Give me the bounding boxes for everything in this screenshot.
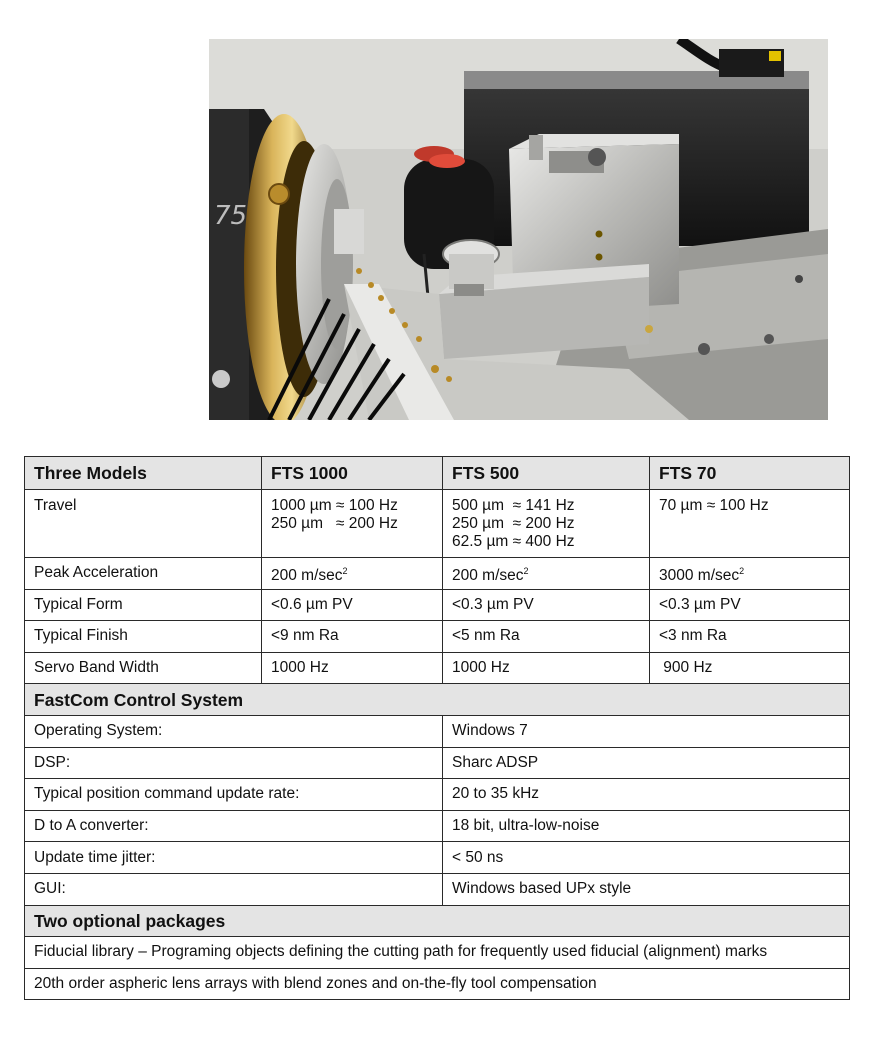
section-header-row [25,684,850,716]
cell-line: 1000 µm ≈ 100 Hz [271,497,398,514]
cell-value: Sharc ADSP [443,747,850,779]
row-label: Typical position command update rate: [25,779,443,811]
row-label: GUI: [25,873,443,905]
cell-value [443,490,650,558]
table-row [25,968,850,1000]
svg-text:75: 75 [214,201,248,231]
cell-value [262,558,443,590]
cell-value: 18 bit, ultra-low-noise [443,810,850,842]
table-row [25,810,850,842]
header-cell: FTS 1000 [262,457,443,490]
cell-value: Windows 7 [443,715,850,747]
table-row [25,873,850,905]
cell-value: <3 nm Ra [650,621,850,653]
cell-value: <9 nm Ra [262,621,443,653]
machine-photo [209,39,828,420]
cell-value [443,558,650,590]
cell-line: 62.5 µm ≈ 400 Hz [452,533,575,550]
row-label: Operating System: [25,715,443,747]
table-header-row [25,457,850,490]
header-cell: FTS 70 [650,457,850,490]
table-row [25,490,850,558]
superscript: 2 [523,565,529,576]
row-label: Typical Form [25,589,262,621]
row-label: Servo Band Width [25,652,262,684]
package-item: Fiducial library – Programing objects defining the cutting path for frequently used fiducial (alignment) marks [25,937,850,969]
cell-value: <0.3 µm PV [650,589,850,621]
cell-line: 250 µm ≈ 200 Hz [452,515,575,532]
row-label: DSP: [25,747,443,779]
row-label: Update time jitter: [25,842,443,874]
cell-value [262,490,443,558]
section-header-row [25,905,850,937]
cell-value [650,490,850,558]
table-row [25,589,850,621]
cell-value: < 50 ns [443,842,850,874]
table-row [25,842,850,874]
cell-value [650,558,850,590]
cell-line: 250 µm ≈ 200 Hz [271,515,398,532]
cell-value: Windows based UPx style [443,873,850,905]
superscript: 2 [739,565,745,576]
cell-value: <0.3 µm PV [443,589,650,621]
spec-table [24,456,850,1000]
table-row [25,621,850,653]
table-row [25,715,850,747]
section-title: FastCom Control System [25,684,850,716]
header-cell: Three Models [25,457,262,490]
cell-value: 20 to 35 kHz [443,779,850,811]
section-title: Two optional packages [25,905,850,937]
table-row [25,558,850,590]
header-cell: FTS 500 [443,457,650,490]
cell-value: 1000 Hz [262,652,443,684]
cell-text: 200 m/sec [452,566,524,584]
cell-text: 3000 m/sec [659,566,740,584]
superscript: 2 [342,565,348,576]
cell-value: 1000 Hz [443,652,650,684]
row-label: D to A converter: [25,810,443,842]
package-item: 20th order aspheric lens arrays with blend zones and on-the-fly tool compensation [25,968,850,1000]
cell-value: <5 nm Ra [443,621,650,653]
cell-value: <0.6 µm PV [262,589,443,621]
cell-line: 70 µm ≈ 100 Hz [659,497,769,514]
table-row [25,652,850,684]
row-label: Peak Acceleration [25,558,262,590]
table-row [25,937,850,969]
row-label: Typical Finish [25,621,262,653]
cell-value: 900 Hz [650,652,850,684]
table-row [25,779,850,811]
cell-line: 500 µm ≈ 141 Hz [452,497,575,514]
cell-text: 200 m/sec [271,566,343,584]
table-row [25,747,850,779]
row-label: Travel [25,490,262,558]
